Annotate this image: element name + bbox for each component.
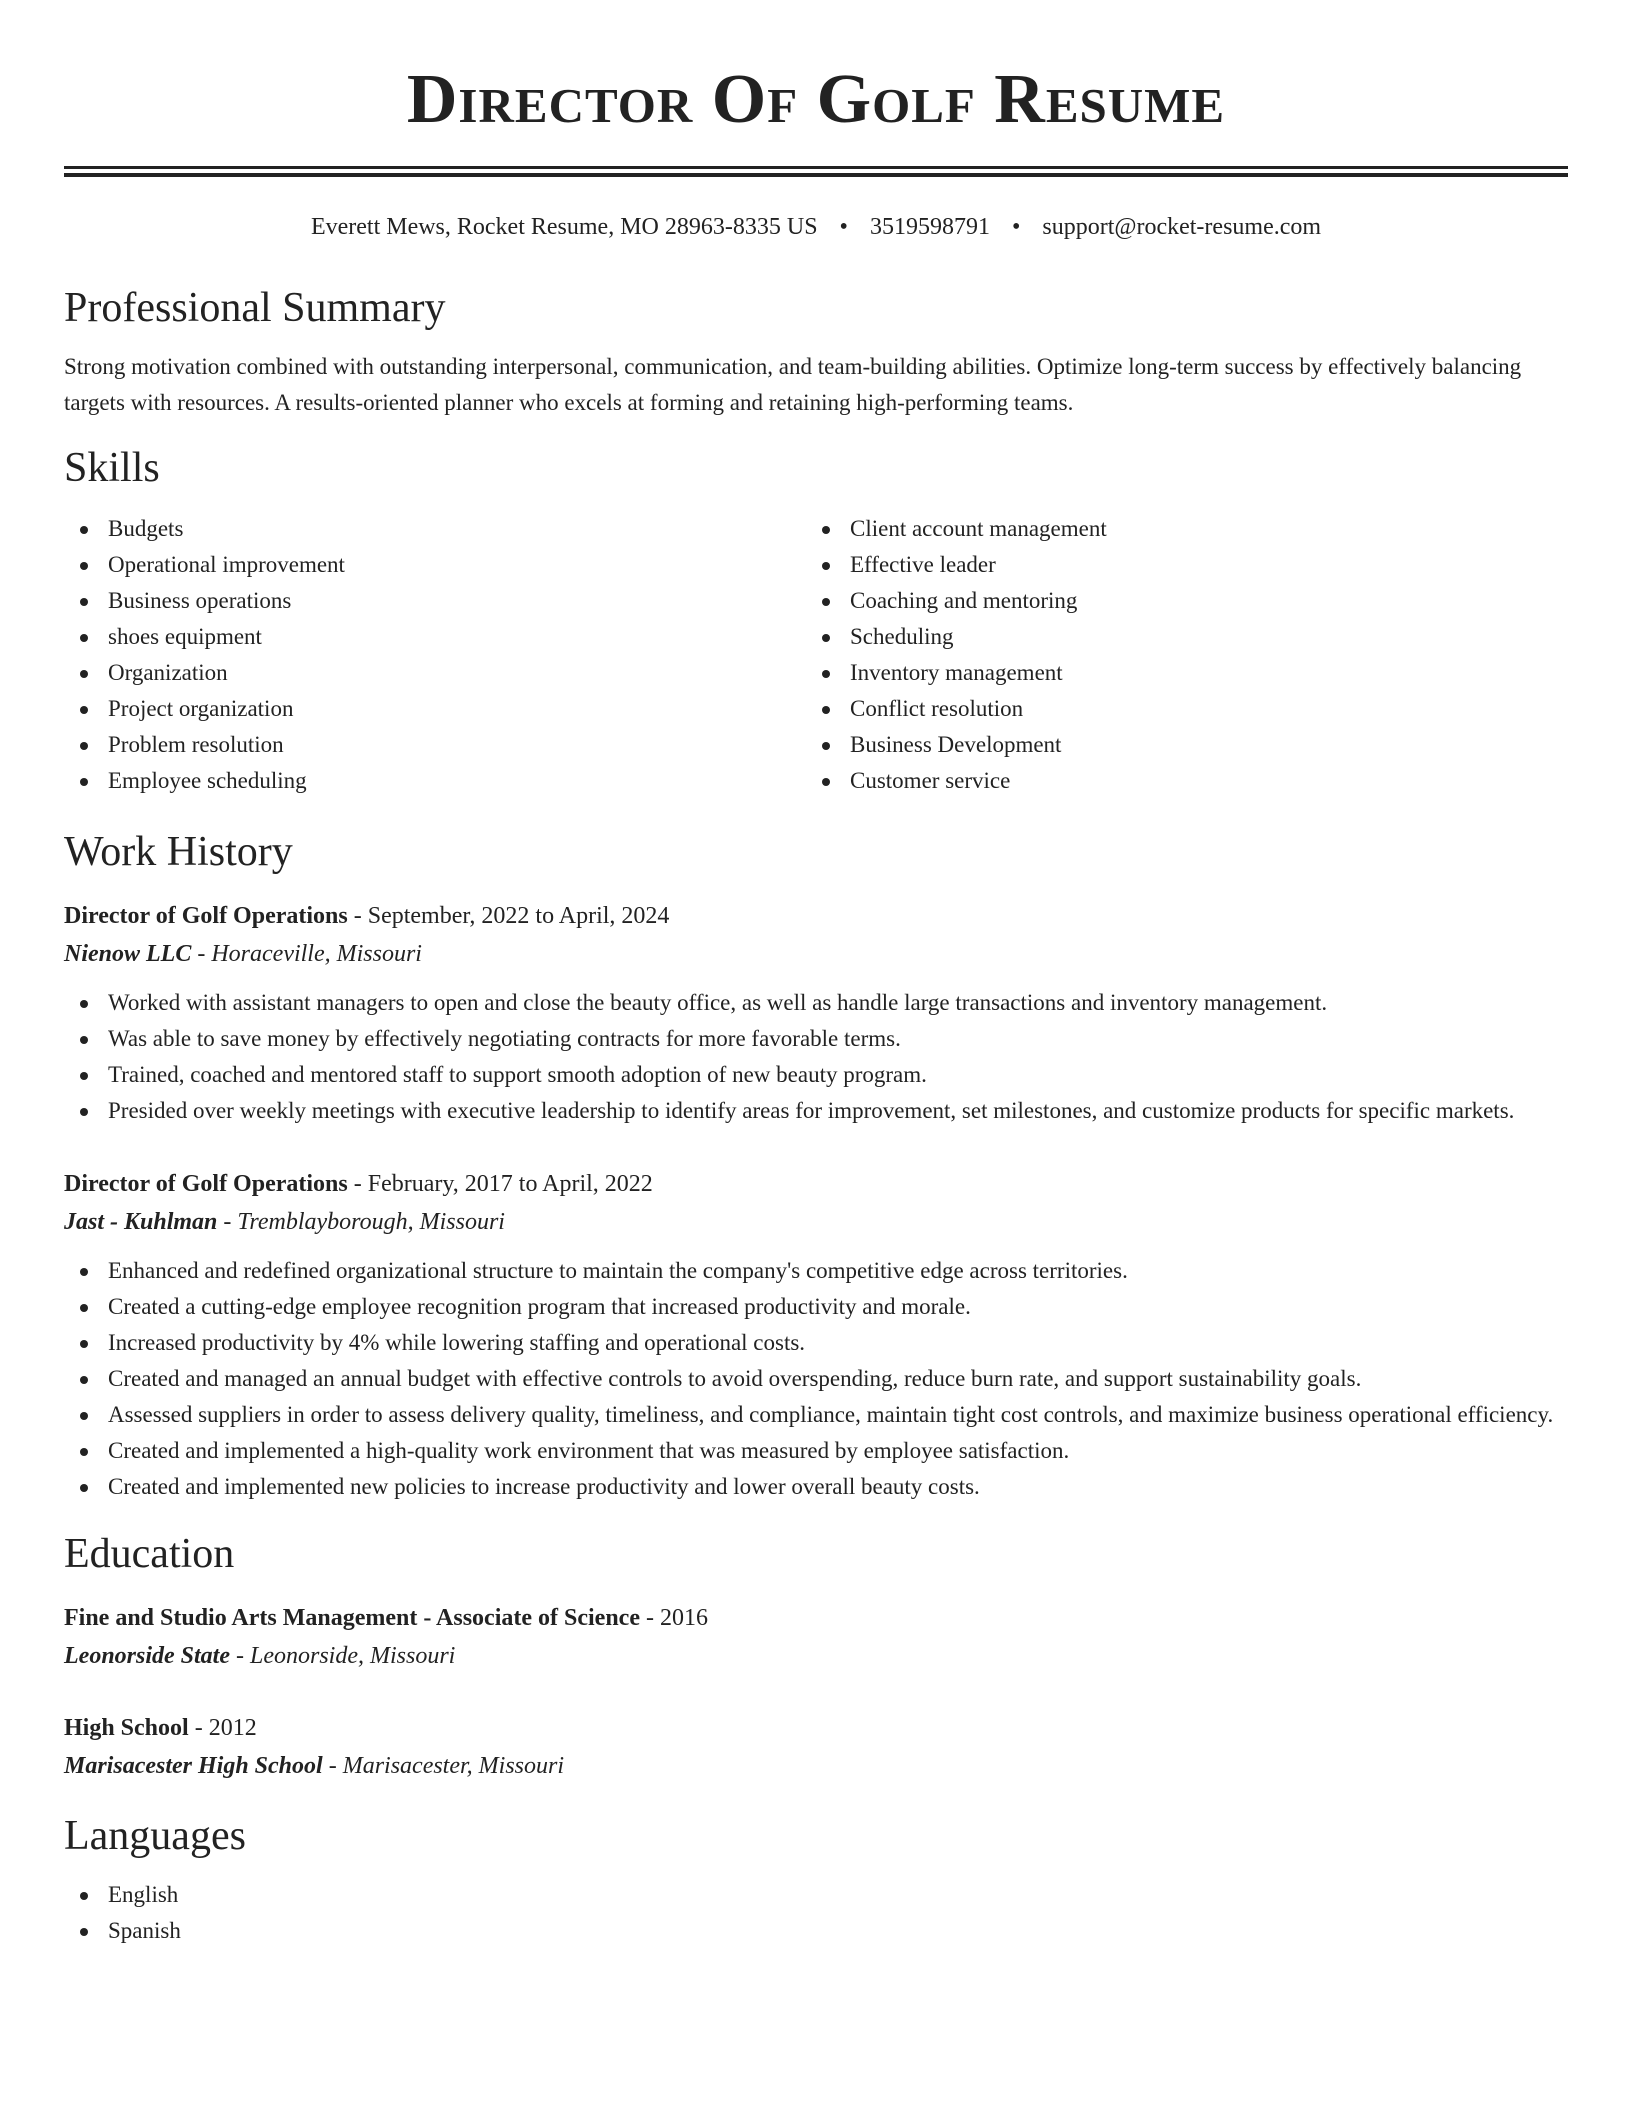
job-header xyxy=(64,1167,1568,1201)
education-location: - Marisacester, Missouri xyxy=(322,1753,565,1779)
job-employer xyxy=(64,1205,1568,1239)
language-item: English xyxy=(64,1877,1568,1913)
job-header xyxy=(64,899,1568,933)
education-location: - Leonorside, Missouri xyxy=(230,1643,456,1669)
education-school: Marisacester High School xyxy=(64,1753,323,1779)
job-dates: - September, 2022 to April, 2024 xyxy=(347,903,670,929)
skills-grid xyxy=(64,511,1568,799)
contact-separator: • xyxy=(1011,214,1021,240)
job-dates: - February, 2017 to April, 2022 xyxy=(347,1171,653,1197)
job-bullet: Created and managed an annual budget with effective controls to avoid overspending, reduce burn rate, and support sustainability goals. xyxy=(64,1361,1568,1397)
skill-item: Project organization xyxy=(64,691,806,727)
education-year: - 2012 xyxy=(188,1715,257,1741)
education-year: - 2016 xyxy=(639,1605,708,1631)
contact-email: support@rocket-resume.com xyxy=(1042,214,1322,240)
resume-page xyxy=(64,0,1568,1949)
job-company: Nienow LLC xyxy=(64,941,192,967)
skill-item: Organization xyxy=(64,655,806,691)
skill-item: shoes equipment xyxy=(64,619,806,655)
job-location: - Tremblayborough, Missouri xyxy=(217,1209,505,1235)
skill-item: Budgets xyxy=(64,511,806,547)
summary-text: Strong motivation combined with outstanding interpersonal, communication, and team-building abilities. Optimize long-term success by effectively balancing targets with resources. A results-oriented planner who excels at forming and retaining high-performing teams. xyxy=(64,354,1522,415)
job-bullet: Created and implemented a high-quality work environment that was measured by employee satisfaction. xyxy=(64,1433,1568,1469)
skill-item: Scheduling xyxy=(806,619,1548,655)
education-degree: Fine and Studio Arts Management - Associate of Science xyxy=(64,1605,640,1631)
job-bullet: Enhanced and redefined organizational structure to maintain the company's competitive edge across territories. xyxy=(64,1253,1568,1289)
skill-item: Business operations xyxy=(64,583,806,619)
skill-item: Employee scheduling xyxy=(64,763,806,799)
languages-heading: Languages xyxy=(64,1813,246,1859)
job-bullet: Presided over weekly meetings with executive leadership to identify areas for improvement, set milestones, and customize products for specific markets. xyxy=(64,1093,1568,1129)
education-degree: High School xyxy=(64,1715,189,1741)
education-school-line xyxy=(64,1749,1568,1783)
language-item: Spanish xyxy=(64,1913,1568,1949)
title-divider xyxy=(64,166,1568,177)
contact-separator: • xyxy=(839,214,848,240)
contact-line xyxy=(64,211,1568,243)
job-location: - Horaceville, Missouri xyxy=(191,941,422,967)
resume-title: Director Of Golf Resume xyxy=(406,61,1226,138)
job-bullet: Created a cutting-edge employee recognition program that increased productivity and morale. xyxy=(64,1289,1568,1325)
education-entry xyxy=(64,1601,1568,1673)
skill-item: Operational improvement xyxy=(64,547,806,583)
skill-item: Coaching and mentoring xyxy=(806,583,1548,619)
skill-item: Inventory management xyxy=(806,655,1548,691)
skill-item: Customer service xyxy=(806,763,1548,799)
job-bullet: Trained, coached and mentored staff to support smooth adoption of new beauty program. xyxy=(64,1057,1568,1093)
contact-address: Everett Mews, Rocket Resume, MO 28963-8335 US xyxy=(310,214,818,240)
job-title: Director of Golf Operations xyxy=(64,1171,348,1197)
job-responsibilities xyxy=(64,985,1568,1129)
job-company: Jast - Kuhlman xyxy=(64,1209,218,1235)
summary-heading: Professional Summary xyxy=(64,285,446,331)
education-heading: Education xyxy=(64,1531,235,1577)
job-bullet: Assessed suppliers in order to assess delivery quality, timeliness, and compliance, maintain tight cost controls, and maximize business operational efficiency. xyxy=(64,1397,1568,1433)
education-school: Leonorside State xyxy=(64,1643,230,1669)
job-bullet: Was able to save money by effectively negotiating contracts for more favorable terms. xyxy=(64,1021,1568,1057)
skills-column-left xyxy=(64,511,806,799)
education-school-line xyxy=(64,1639,1568,1673)
skills-column-right xyxy=(806,511,1548,799)
work-history-heading: Work History xyxy=(64,829,293,875)
job-entry xyxy=(64,899,1568,1129)
job-title: Director of Golf Operations xyxy=(64,903,348,929)
job-bullet: Increased productivity by 4% while lowering staffing and operational costs. xyxy=(64,1325,1568,1361)
skill-item: Conflict resolution xyxy=(806,691,1548,727)
skill-item: Effective leader xyxy=(806,547,1548,583)
job-bullet: Created and implemented new policies to increase productivity and lower overall beauty costs. xyxy=(64,1469,1568,1505)
languages-list xyxy=(64,1877,1568,1949)
skill-item: Business Development xyxy=(806,727,1548,763)
education-degree-line xyxy=(64,1711,1568,1745)
skill-item: Problem resolution xyxy=(64,727,806,763)
job-entry xyxy=(64,1167,1568,1505)
education-degree-line xyxy=(64,1601,1568,1635)
skill-item: Client account management xyxy=(806,511,1548,547)
skills-heading: Skills xyxy=(64,445,160,491)
job-responsibilities xyxy=(64,1253,1568,1505)
education-entry xyxy=(64,1711,1568,1783)
job-employer xyxy=(64,937,1568,971)
job-bullet: Worked with assistant managers to open and close the beauty office, as well as handle large transactions and inventory management. xyxy=(64,985,1568,1021)
contact-phone: 3519598791 xyxy=(869,214,990,240)
